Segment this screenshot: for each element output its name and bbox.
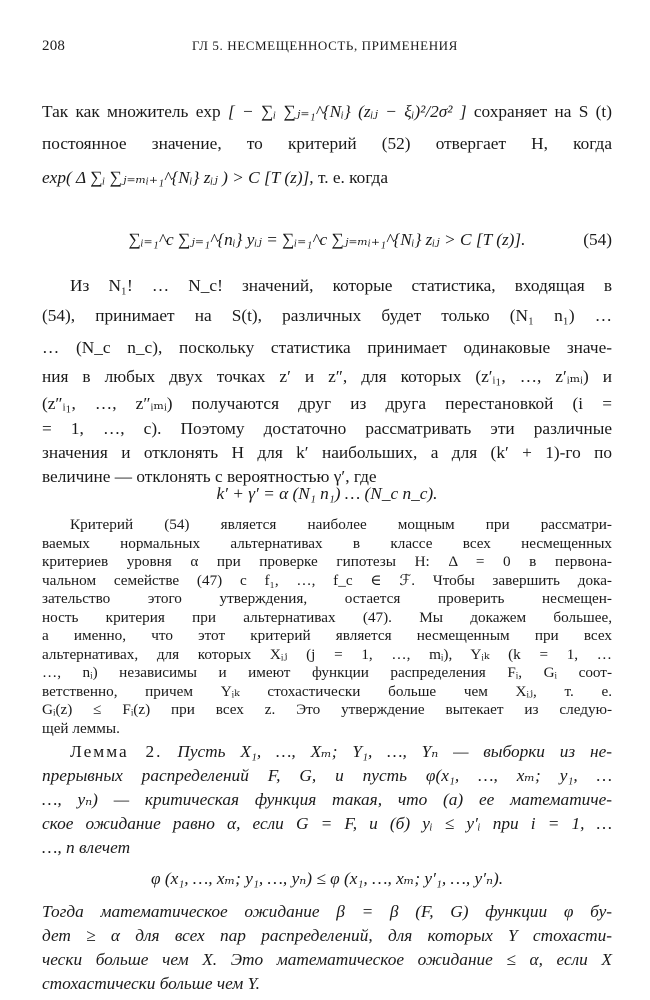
running-title: ГЛ 5. НЕСМЕЩЕННОСТЬ, ПРИМЕНЕНИЯ [192,38,458,53]
text-line [42,92,612,132]
lemma-2 [42,740,612,860]
text-line: критериев уровня α при проверке гипотезы H: Δ = 0 в первона- [42,553,612,570]
text-line: величине — отклонять с вероятностью γ′, где [42,467,377,486]
equation-k-gamma [42,476,612,512]
text-line: альтернативах, для которых Xᵢⱼ (j = 1, …, mᵢ), Yᵢₖ (k = 1, … [42,645,612,663]
inline-formula: exp( Δ ∑ᵢ ∑ⱼ₌ₘᵢ₊₁^{Nᵢ} zᵢⱼ ) > C [T (z)], [42,168,314,187]
lemma-label: Лемма 2. [70,742,163,761]
text-line: зательство этого утверждения, остается проверить несмещен- [42,590,612,607]
text-line [42,156,612,200]
text-line: щей леммы. [42,719,120,737]
equation-body: k′ + γ′ = α (N₁ n₁) … (N_c n_c). [216,484,438,503]
text-line: а именно, что этот критерий является несмещенным при всех [42,627,612,644]
text-line: дет ≥ α для всех пар распределений, для которых Y стохасти- [42,926,612,945]
inline-formula: [ − ∑ᵢ ∑ⱼ₌₁^{Nᵢ} (zᵢⱼ − ξᵢ)²/2σ² ] [228,102,467,121]
text-line: значения и отклонять H для k′ наибольших, а для (k′ + 1)-го по [42,443,612,462]
text-fragment: Пусть X₁, …, Xₘ; Y₁, …, Yₙ — выборки из не- [177,742,612,761]
lemma-formula [42,862,612,896]
equation-body: φ (x₁, …, xₘ; y₁, …, yₙ) ≤ φ (x₁, …, xₘ; y′₁, …, y′ₙ). [150,869,504,888]
text-line: Критерий (54) является наиболее мощным при рассматри- [70,516,612,533]
text-line: ветственно, причем Yᵢₖ стохастически больше чем Xᵢⱼ, т. е. [42,682,612,700]
text-line: чальном семействе (47) с f₁, …, f_c ∈ ℱ. Чтобы завершить дока- [42,571,612,589]
paragraph-intro [42,92,612,200]
text-line: ность критерия при альтернативах (47). Мы докажем большее, [42,608,612,626]
text-line: = 1, …, c). Поэтому достаточно рассматривать эти различные [42,419,612,438]
text-line: …, nᵢ) независимы и имеют функции распределения Fᵢ, Gᵢ соот- [42,664,612,681]
text-line: чески больше чем X. Это математическое ожидание ≤ α, если X [42,950,612,969]
text-line: (54), принимает на S(t), различных будет только (N₁ n₁) … [42,306,612,325]
text-line: Из N₁! … N_c! значений, которые статистика, входящая в [70,276,612,295]
text-line: …, n влечет [42,838,131,857]
paragraph-values [42,272,612,489]
text-line: … (N_c n_c), поскольку статистика принимает одинаковые значе- [42,338,612,357]
equation-54 [42,218,612,262]
text-line: ское ожидание равно α, если G = F, и (б) yᵢ ≤ y′ᵢ при i = 1, … [42,814,612,833]
text-line: ваемых нормальных альтернативах в классе всех несмещенных [42,534,612,552]
text-line: ния в любых двух точках z′ и z″, для которых (z′ᵢ₁, …, z′ᵢₘᵢ) и [42,367,612,386]
text-fragment: сохраняет на S (t) [473,102,612,121]
text-fragment: Так как множитель exp [42,102,221,121]
text-line: прерывных распределений F, G, и пусть φ(x₁, …, xₘ; y₁, … [42,766,612,785]
page-number: 208 [42,38,66,54]
equation-number: (54) [583,230,612,249]
text-line: постоянное значение, то критерий (52) отвергает H, когда [42,134,612,153]
lemma-conclusion [42,900,612,996]
text-line: Тогда математическое ожидание β = β (F, G) функции φ бу- [42,902,612,921]
paragraph-criterion [42,516,612,738]
text-line [42,740,612,764]
text-line: стохастически больше чем Y. [42,974,261,993]
page-header [42,38,610,58]
text-line: Gᵢ(z) ≤ Fᵢ(z) при всех z. Это утверждение вытекает из следую- [42,701,612,718]
text-fragment: т. е. когда [317,168,389,187]
equation-body: ∑ᵢ₌₁^c ∑ⱼ₌₁^{nᵢ} yᵢⱼ = ∑ᵢ₌₁^c ∑ⱼ₌ₘᵢ₊₁^{Nᵢ} zᵢⱼ > C [T (z)]. [128,230,526,249]
text-line: (z″ᵢ₁, …, z″ᵢₘᵢ) получаются друг из друга перестановкой (i = [42,394,612,413]
text-line: …, yₙ) — критическая функция такая, что (а) ее математиче- [42,790,612,809]
